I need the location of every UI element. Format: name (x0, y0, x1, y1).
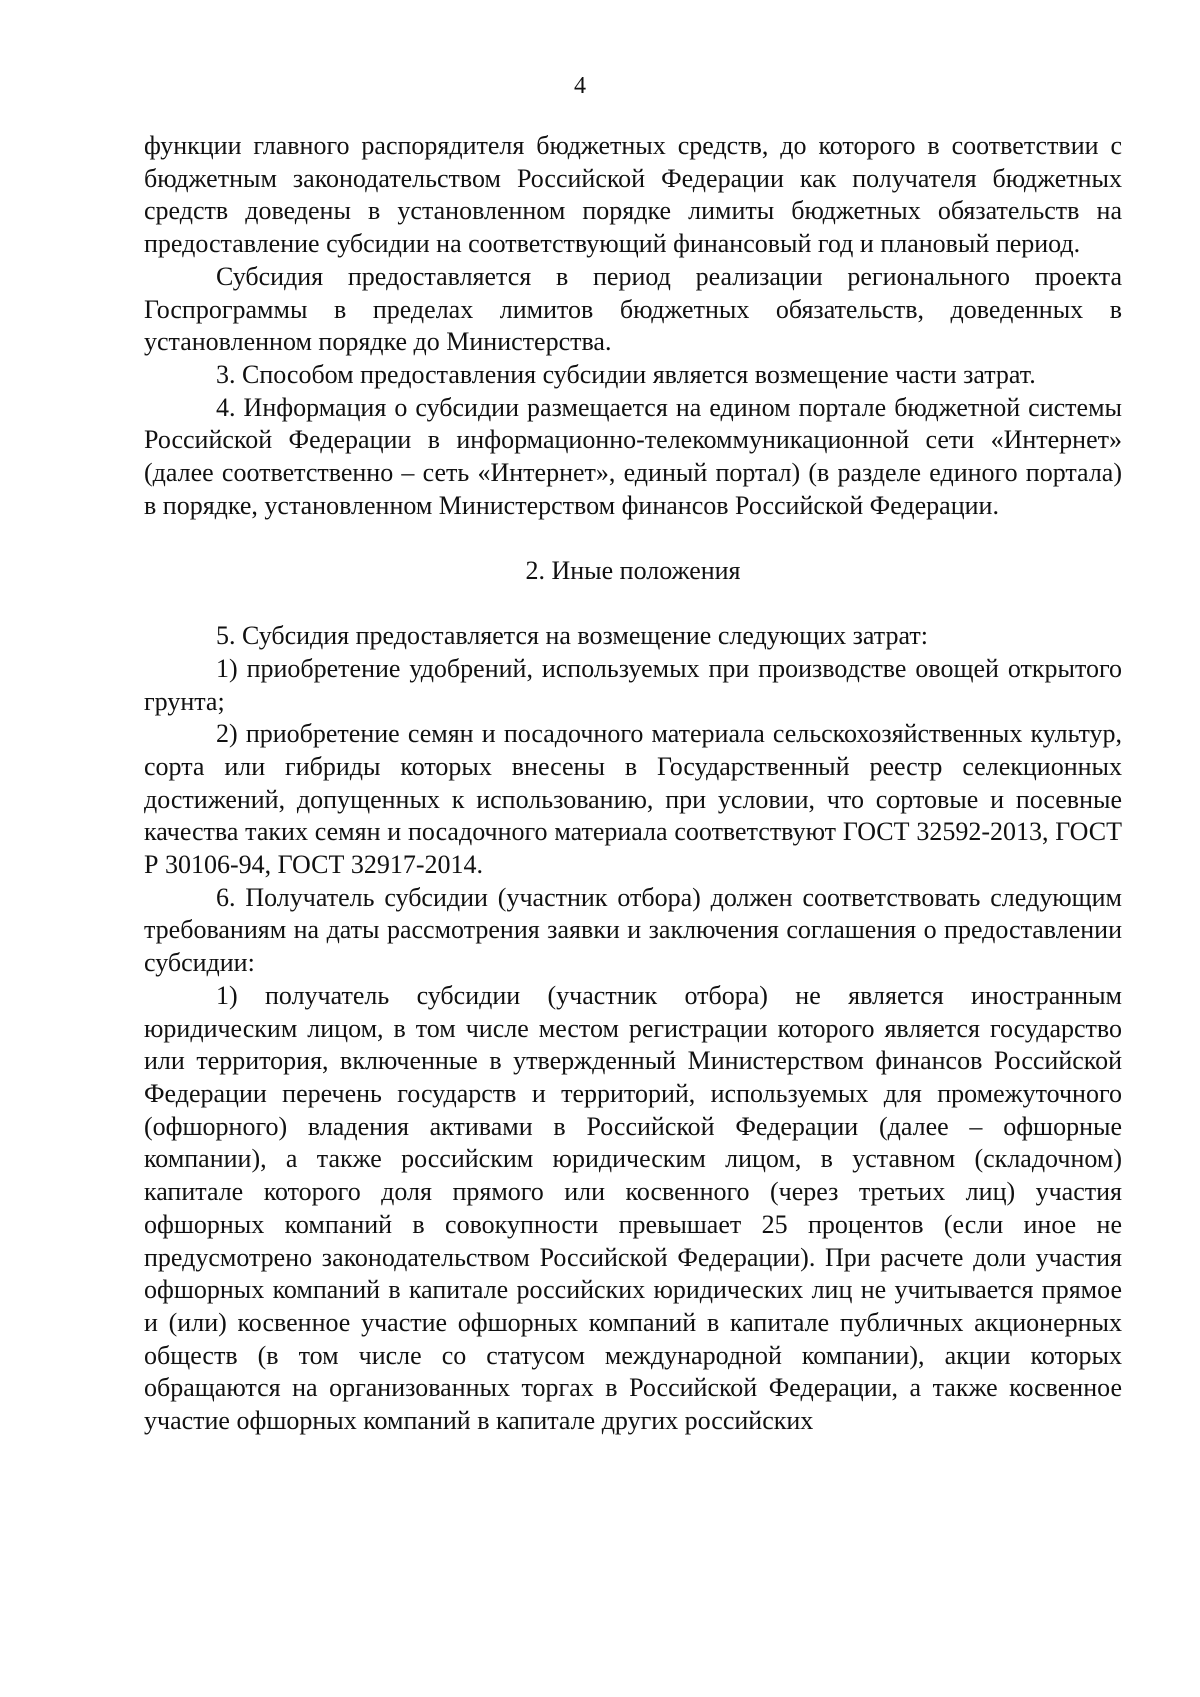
section-spacer-bottom (144, 588, 1122, 620)
page-number: 4 (574, 73, 586, 99)
paragraph-item-4: 4. Информация о субсидии размещается на едином портале бюджетной системы Российской Федерации в информационно-телекоммуникационной сети «Интернет» (далее соответственно – сеть «Интернет», единый портал) (в разделе единого портала) в порядке, установленном Министерством финансов Российской Федерации. (144, 392, 1122, 520)
paragraph-item-6-1: 1) получатель субсидии (участник отбора) не является иностранным юридическим лицом, в том числе местом регистрации которого является государство или территория, включенные в утвержденный Министерством финансов Российской Федерации перечень государств и территорий, используемых для промежуточного (офшорного) владения активами в Российской Федерации (далее – офшорные компании), а также российским юридическим лицом, в уставном (складочном) капитале которого доля прямого или косвенного (через третьих лиц) участия офшорных компаний в совокупности превышает 25 процентов (если иное не предусмотрено законодательством Российской Федерации). При расчете доли участия офшорных компаний в капитале российских юридических лиц не учитывается прямое и (или) косвенное участие офшорных компаний в капитале публичных акционерных обществ (в том числе со статусом международной компании), акции которых обращаются на организованных торгах в Российской Федерации, а также косвенное участие офшорных компаний в капитале других российских (144, 980, 1122, 1436)
paragraph-continuation: функции главного распорядителя бюджетных средств, до которого в соответствии с бюджетным законодательством Российской Федерации как получателя бюджетных средств доведены в установленном порядке лимиты бюджетных обязательств на предоставление субсидии на соответствующий финансовый год и плановый период. (144, 131, 1122, 259)
paragraph-subsidy-period: Субсидия предоставляется в период реализации регионального проекта Госпрограммы в пределах лимитов бюджетных обязательств, доведенных в установленном порядке до Министерства. (144, 261, 1122, 357)
paragraph-item-3: 3. Способом предоставления субсидии является возмещение части затрат. (216, 359, 1036, 389)
paragraph-item-5-1: 1) приобретение удобрений, используемых при производстве овощей открытого грунта; (144, 653, 1122, 716)
section-heading: 2. Иные положения (525, 556, 741, 586)
section-spacer-top (144, 522, 1122, 555)
paragraph-item-6: 6. Получатель субсидии (участник отбора) должен соответствовать следующим требованиям на даты рассмотрения заявки и заключения соглашения о предоставлении субсидии: (144, 882, 1122, 978)
paragraph-item-5-2: 2) приобретение семян и посадочного материала сельскохозяйственных культур, сорта или гибриды которых внесены в Государственный реестр селекционных достижений, допущенных к использованию, при условии, что сортовые и посевные качества таких семян и посадочного материала соответствуют ГОСТ 32592-2013, ГОСТ Р 30106-94, ГОСТ 32917-2014. (144, 719, 1122, 880)
document-body (144, 130, 1122, 1438)
paragraph-item-5: 5. Субсидия предоставляется на возмещение следующих затрат: (216, 621, 928, 651)
